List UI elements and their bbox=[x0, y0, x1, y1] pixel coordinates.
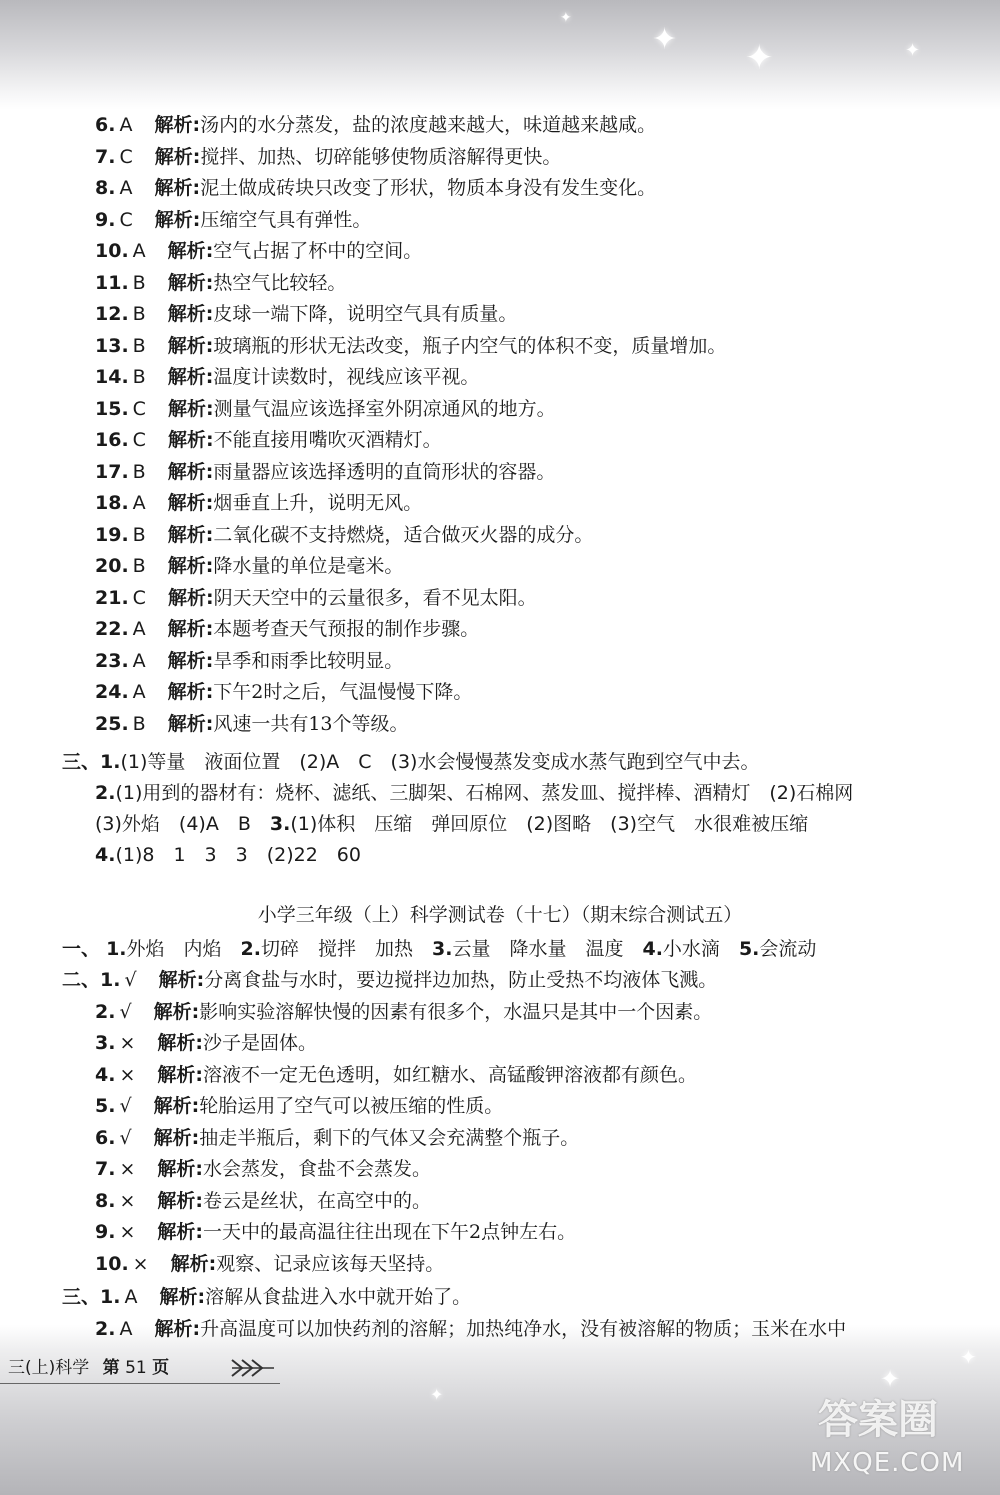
answer-choice: × bbox=[132, 1252, 149, 1275]
page-footer bbox=[8, 1357, 169, 1379]
watermark-logo: 答案圈 bbox=[818, 1397, 938, 1443]
analysis-text: 风速一共有13个等级。 bbox=[213, 712, 409, 735]
analysis-colon: : bbox=[195, 1063, 203, 1086]
answer-row bbox=[95, 586, 537, 610]
analysis-colon: : bbox=[195, 1158, 203, 1180]
analysis-colon: : bbox=[205, 618, 214, 640]
answer-row bbox=[95, 271, 346, 295]
answer-row bbox=[95, 680, 472, 704]
answer-row bbox=[95, 523, 593, 547]
item-number: 24. bbox=[95, 681, 129, 703]
sparkle-icon: ✦ bbox=[430, 1385, 444, 1404]
analysis-colon: : bbox=[205, 586, 214, 609]
sparkle-icon: ✦ bbox=[880, 1365, 901, 1393]
item-number: 7. bbox=[95, 1158, 116, 1180]
answer-choice: √ bbox=[119, 1095, 132, 1117]
analysis-colon: : bbox=[192, 145, 201, 168]
fill-answer: 外焰 内焰 bbox=[126, 938, 241, 960]
item-number: 4. bbox=[95, 1063, 116, 1086]
double-arrow-icon bbox=[230, 1356, 278, 1380]
item-number: 13. bbox=[95, 334, 129, 357]
item-number: 4. bbox=[95, 844, 116, 866]
answer-choice: A bbox=[119, 177, 133, 199]
analysis-label: 解析 bbox=[153, 1095, 192, 1117]
answer-text: (1)体积 压缩 弹回原位 (2)图略 (3)空气 水很难被压缩 bbox=[290, 813, 809, 835]
item-number: 4. bbox=[642, 938, 663, 960]
analysis-text: 溶液不一定无色透明，如红糖水、高锰酸钾溶液都有颜色。 bbox=[203, 1063, 698, 1086]
answer-row bbox=[95, 491, 422, 515]
item-number: 14. bbox=[95, 366, 129, 388]
analysis-text: 空气占据了杯中的空间。 bbox=[213, 240, 423, 262]
answer-row bbox=[95, 649, 403, 673]
analysis-colon: : bbox=[205, 460, 214, 483]
analysis-colon: : bbox=[191, 1095, 200, 1117]
answer-choice: C bbox=[119, 208, 133, 231]
answer-row bbox=[95, 113, 656, 137]
answer-row bbox=[95, 1000, 712, 1024]
analysis-label: 解析 bbox=[167, 649, 206, 672]
analysis-text: 皮球一端下降，说明空气具有质量。 bbox=[213, 303, 518, 325]
analysis-label: 解析 bbox=[157, 1189, 196, 1212]
analysis-label: 解析 bbox=[158, 969, 197, 991]
answer-choice: B bbox=[132, 460, 146, 483]
analysis-text: 烟垂直上升，说明无风。 bbox=[213, 492, 423, 514]
answer-choice: × bbox=[119, 1032, 136, 1054]
analysis-colon: : bbox=[191, 1000, 200, 1023]
answer-row bbox=[95, 617, 479, 641]
section-san-line3 bbox=[95, 812, 808, 836]
analysis-label: 解析 bbox=[159, 1286, 198, 1308]
analysis-label: 解析 bbox=[167, 366, 206, 388]
analysis-text: 搅拌、加热、切碎能够使物质溶解得更快。 bbox=[200, 145, 562, 168]
answer-choice: √ bbox=[124, 969, 137, 991]
answer-row bbox=[95, 1220, 576, 1244]
analysis-label: 解析 bbox=[167, 397, 206, 420]
analysis-label: 解析 bbox=[157, 1032, 196, 1054]
analysis-colon: : bbox=[196, 969, 205, 991]
analysis-label: 解析 bbox=[154, 145, 193, 168]
analysis-text: 抽走半瓶后，剩下的气体又会充满整个瓶子。 bbox=[199, 1126, 580, 1149]
analysis-text: 热空气比较轻。 bbox=[213, 271, 347, 294]
analysis-text: 溶解从食盐进入水中就开始了。 bbox=[205, 1286, 472, 1308]
answer-row bbox=[95, 1317, 846, 1341]
section-san-line2 bbox=[95, 781, 853, 805]
answer-choice: √ bbox=[119, 1000, 132, 1023]
answer-text: (1)用到的器材有：烧杯、滤纸、三脚架、石棉网、蒸发皿、搅拌棒、酒精灯 (2)石棉网 bbox=[115, 782, 854, 804]
analysis-colon: : bbox=[195, 1221, 203, 1243]
analysis-label: 解析 bbox=[153, 1000, 192, 1023]
item-number: 3. bbox=[269, 813, 291, 835]
answer-choice: B bbox=[132, 303, 146, 325]
section-san-line4 bbox=[95, 843, 361, 867]
section-heading: 二、 bbox=[62, 969, 101, 991]
analysis-text: 温度计读数时，视线应该平视。 bbox=[213, 366, 480, 388]
answer-choice: A bbox=[132, 492, 146, 514]
top-decorative-band bbox=[0, 0, 1000, 110]
test-title: 小学三年级（上）科学测试卷（十七）（期末综合测试五） bbox=[257, 904, 743, 926]
analysis-label: 解析 bbox=[167, 712, 206, 735]
fill-answer: 切碎 搅拌 加热 bbox=[260, 938, 432, 960]
analysis-label: 解析 bbox=[167, 586, 206, 609]
answer-choice: A bbox=[132, 618, 146, 640]
answer-choice: C bbox=[132, 586, 146, 609]
analysis-label: 解析 bbox=[154, 177, 193, 199]
analysis-colon: : bbox=[197, 1286, 206, 1308]
answer-choice: × bbox=[119, 1221, 136, 1243]
item-number: 1. bbox=[106, 938, 127, 960]
analysis-colon: : bbox=[205, 649, 214, 672]
answer-row bbox=[95, 239, 422, 263]
fill-answer: 会流动 bbox=[759, 938, 817, 960]
sparkle-icon: ✦ bbox=[652, 22, 678, 57]
sparkle-icon: ✦ bbox=[560, 10, 572, 26]
item-number: 12. bbox=[95, 303, 129, 325]
analysis-text: 水会蒸发，食盐不会蒸发。 bbox=[203, 1158, 432, 1180]
item-number: 8. bbox=[95, 1189, 116, 1212]
analysis-colon: : bbox=[195, 1032, 203, 1054]
analysis-text: 影响实验溶解快慢的因素有很多个，水温只是其中一个因素。 bbox=[199, 1000, 713, 1023]
answer-row bbox=[95, 1031, 317, 1055]
answer-text: (1)8 1 3 3 (2)22 60 bbox=[115, 844, 361, 866]
analysis-label: 解析 bbox=[167, 681, 206, 703]
answer-row bbox=[95, 145, 561, 169]
analysis-text: 分离食盐与水时，要边搅拌边加热，防止受热不均液体飞溅。 bbox=[204, 969, 718, 991]
section-yi-line bbox=[62, 937, 816, 961]
answer-row bbox=[95, 334, 726, 358]
item-number: 7. bbox=[95, 145, 116, 168]
analysis-colon: : bbox=[205, 303, 214, 325]
item-number: 1. bbox=[100, 969, 121, 991]
section-heading: 三、 bbox=[62, 751, 101, 773]
analysis-label: 解析 bbox=[167, 334, 206, 357]
sparkle-icon: ✦ bbox=[745, 38, 774, 78]
item-number: 2. bbox=[95, 782, 116, 804]
answer-row bbox=[95, 176, 656, 200]
analysis-text: 下午2时之后，气温慢慢下降。 bbox=[213, 681, 473, 703]
analysis-colon: : bbox=[208, 1252, 217, 1275]
answer-row bbox=[95, 1157, 431, 1181]
answer-choice: B bbox=[132, 334, 146, 357]
section-heading: 三、 bbox=[62, 1286, 101, 1308]
answer-row bbox=[95, 1094, 503, 1118]
item-number: 3. bbox=[95, 1032, 116, 1054]
analysis-colon: : bbox=[205, 366, 214, 388]
item-number: 23. bbox=[95, 649, 129, 672]
answer-row bbox=[95, 712, 409, 736]
analysis-text: 玻璃瓶的形状无法改变，瓶子内空气的体积不变，质量增加。 bbox=[213, 334, 727, 357]
item-number: 18. bbox=[95, 492, 129, 514]
answer-choice: A bbox=[132, 240, 146, 262]
analysis-text: 轮胎运用了空气可以被压缩的性质。 bbox=[199, 1095, 504, 1117]
analysis-label: 解析 bbox=[167, 618, 206, 640]
analysis-colon: : bbox=[205, 523, 214, 546]
item-number: 20. bbox=[95, 555, 129, 577]
fill-answer: 小水滴 bbox=[662, 938, 739, 960]
answer-choice: × bbox=[119, 1189, 136, 1212]
answer-row bbox=[95, 1063, 697, 1087]
analysis-text: 观察、记录应该每天坚持。 bbox=[216, 1252, 445, 1275]
answer-row bbox=[95, 208, 371, 232]
item-number: 6. bbox=[95, 1126, 116, 1149]
answer-row bbox=[95, 1126, 579, 1150]
analysis-text: 卷云是丝状，在高空中的。 bbox=[203, 1189, 432, 1212]
item-number: 21. bbox=[95, 586, 129, 609]
analysis-text: 降水量的单位是毫米。 bbox=[213, 555, 404, 577]
footer-grade: 三(上)科学 bbox=[8, 1358, 90, 1378]
answer-choice: × bbox=[119, 1063, 136, 1086]
item-number: 9. bbox=[95, 1221, 116, 1243]
analysis-text: 压缩空气具有弹性。 bbox=[200, 208, 372, 231]
item-number: 5. bbox=[95, 1095, 116, 1117]
answer-choice: B bbox=[132, 712, 146, 735]
answer-row bbox=[95, 1252, 444, 1276]
answer-choice: C bbox=[119, 145, 133, 168]
analysis-label: 解析 bbox=[154, 1317, 193, 1340]
analysis-label: 解析 bbox=[157, 1221, 196, 1243]
answer-choice: B bbox=[132, 555, 146, 577]
answer-row bbox=[95, 302, 517, 326]
footer-page-number: 51 bbox=[125, 1358, 147, 1378]
item-number: 15. bbox=[95, 397, 129, 420]
answer-row bbox=[95, 428, 442, 452]
answer-choice: B bbox=[132, 271, 146, 294]
analysis-colon: : bbox=[195, 1189, 203, 1212]
analysis-text: 旱季和雨季比较明显。 bbox=[213, 649, 404, 672]
item-number: 10. bbox=[95, 1252, 129, 1275]
answer-row bbox=[95, 397, 556, 421]
analysis-colon: : bbox=[205, 429, 214, 451]
analysis-colon: : bbox=[192, 208, 201, 231]
item-number: 2. bbox=[95, 1317, 116, 1340]
answer-choice: √ bbox=[119, 1126, 132, 1149]
analysis-colon: : bbox=[205, 271, 214, 294]
analysis-text: 本题考查天气预报的制作步骤。 bbox=[213, 618, 480, 640]
item-number: 2. bbox=[240, 938, 261, 960]
analysis-label: 解析 bbox=[167, 303, 206, 325]
analysis-text: 不能直接用嘴吹灭酒精灯。 bbox=[213, 429, 442, 451]
analysis-label: 解析 bbox=[167, 240, 206, 262]
analysis-text: 汤内的水分蒸发，盐的浓度越来越大，味道越来越咸。 bbox=[200, 114, 657, 136]
answer-choice: C bbox=[132, 429, 146, 451]
footer-page-suffix: 页 bbox=[152, 1358, 170, 1378]
answer-choice: A bbox=[132, 681, 146, 703]
analysis-colon: : bbox=[191, 1126, 200, 1149]
item-number: 9. bbox=[95, 208, 116, 231]
analysis-label: 解析 bbox=[157, 1063, 196, 1086]
analysis-label: 解析 bbox=[167, 429, 206, 451]
analysis-colon: : bbox=[205, 712, 214, 735]
footer-page-prefix: 第 bbox=[102, 1358, 120, 1378]
footer-rule bbox=[0, 1383, 280, 1384]
answer-choice: A bbox=[132, 649, 146, 672]
item-number: 2. bbox=[95, 1000, 116, 1023]
analysis-label: 解析 bbox=[153, 1126, 192, 1149]
item-number: 5. bbox=[738, 938, 760, 960]
analysis-colon: : bbox=[192, 1317, 201, 1340]
answer-row bbox=[95, 365, 479, 389]
answer-text: (3)外焰 (4)A B bbox=[95, 813, 270, 835]
analysis-colon: : bbox=[192, 177, 201, 199]
analysis-label: 解析 bbox=[157, 1158, 196, 1180]
analysis-label: 解析 bbox=[167, 523, 206, 546]
analysis-text: 一天中的最高温往往出现在下午2点钟左右。 bbox=[203, 1221, 577, 1243]
analysis-label: 解析 bbox=[154, 208, 193, 231]
analysis-text: 沙子是固体。 bbox=[203, 1032, 318, 1054]
answer-row bbox=[95, 460, 555, 484]
item-number: 1. bbox=[100, 751, 121, 773]
analysis-colon: : bbox=[192, 114, 201, 136]
item-number: 1. bbox=[100, 1286, 121, 1308]
watermark-url: MXQE.COM bbox=[810, 1448, 965, 1478]
item-number: 17. bbox=[95, 460, 129, 483]
analysis-label: 解析 bbox=[167, 492, 206, 514]
analysis-colon: : bbox=[205, 334, 214, 357]
analysis-text: 阴天天空中的云量很多，看不见太阳。 bbox=[213, 586, 537, 609]
item-number: 25. bbox=[95, 712, 129, 735]
analysis-label: 解析 bbox=[167, 460, 206, 483]
analysis-colon: : bbox=[205, 681, 214, 703]
answer-choice: B bbox=[132, 366, 146, 388]
item-number: 22. bbox=[95, 618, 129, 640]
analysis-label: 解析 bbox=[154, 114, 193, 136]
answer-choice: × bbox=[119, 1158, 136, 1180]
analysis-text: 测量气温应该选择室外阴凉通风的地方。 bbox=[213, 397, 556, 420]
sparkle-icon: ✦ bbox=[905, 40, 921, 61]
analysis-colon: : bbox=[205, 397, 214, 420]
item-number: 11. bbox=[95, 271, 129, 294]
answer-choice: A bbox=[119, 114, 133, 136]
analysis-text: 雨量器应该选择透明的直筒形状的容器。 bbox=[213, 460, 556, 483]
answer-choice: B bbox=[132, 523, 146, 546]
analysis-text: 泥土做成砖块只改变了形状，物质本身没有发生变化。 bbox=[200, 177, 657, 199]
answer-choice: C bbox=[132, 397, 146, 420]
section-heading: 一、 bbox=[62, 938, 101, 960]
analysis-label: 解析 bbox=[167, 555, 206, 577]
answer-choice: A bbox=[119, 1317, 133, 1340]
answer-row bbox=[62, 1285, 471, 1309]
answer-row bbox=[95, 1189, 431, 1213]
item-number: 8. bbox=[95, 177, 116, 199]
fill-answer: 云量 降水量 温度 bbox=[452, 938, 643, 960]
item-number: 3. bbox=[432, 938, 453, 960]
sparkle-icon: ✦ bbox=[960, 1345, 977, 1369]
analysis-label: 解析 bbox=[167, 271, 206, 294]
answer-choice: A bbox=[124, 1286, 138, 1308]
item-number: 10. bbox=[95, 240, 129, 262]
answer-row bbox=[95, 554, 403, 578]
analysis-colon: : bbox=[205, 555, 214, 577]
analysis-text: 二氧化碳不支持燃烧，适合做灭火器的成分。 bbox=[213, 523, 594, 546]
item-number: 19. bbox=[95, 523, 129, 546]
analysis-colon: : bbox=[205, 492, 214, 514]
analysis-text: 升高温度可以加快药剂的溶解；加热纯净水，没有被溶解的物质；玉米在水中 bbox=[200, 1317, 847, 1340]
analysis-colon: : bbox=[205, 240, 214, 262]
item-number: 16. bbox=[95, 429, 129, 451]
answer-row bbox=[62, 968, 717, 992]
analysis-label: 解析 bbox=[170, 1252, 209, 1275]
section-san-line1 bbox=[62, 750, 759, 774]
item-number: 6. bbox=[95, 114, 116, 136]
answer-text: (1)等量 液面位置 (2)A C (3)水会慢慢蒸发变成水蒸气跑到空气中去。 bbox=[120, 751, 760, 773]
